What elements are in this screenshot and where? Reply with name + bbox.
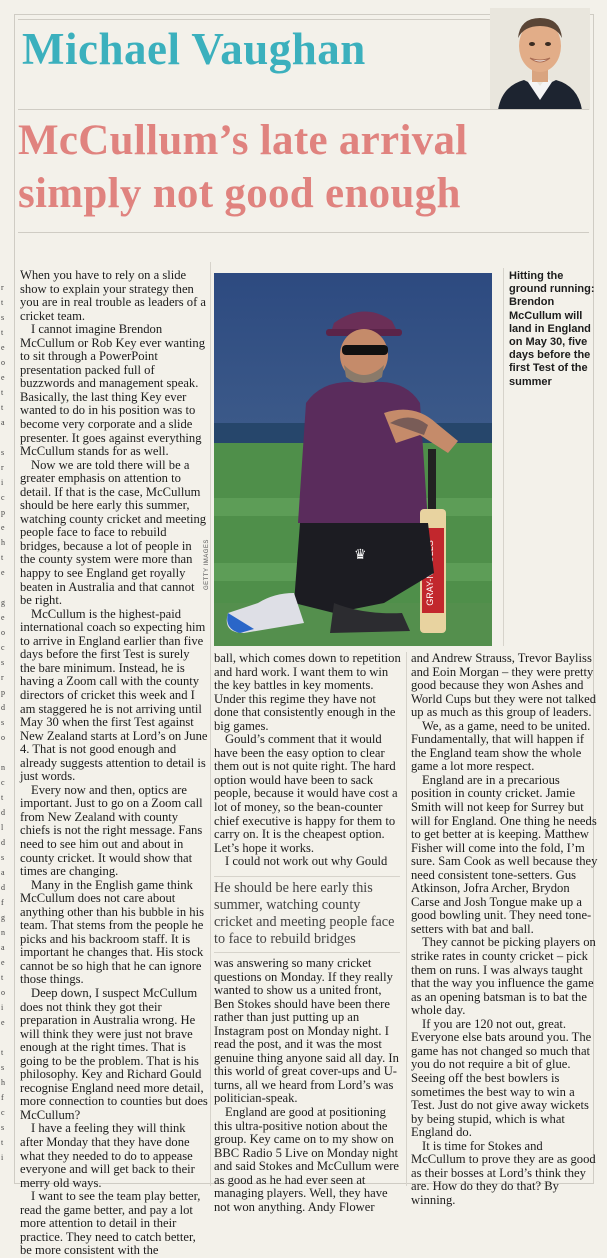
gutter-letter: e xyxy=(1,343,5,352)
top-rule xyxy=(18,19,490,20)
gutter-letter: s xyxy=(1,853,5,862)
article-column-2-continued xyxy=(214,957,402,1214)
paragraph: It is time for Stokes and McCullum to prove they are as good as their bosses at Lord’s think they are. How do they do that? By winning. xyxy=(411,1138,596,1207)
gutter-letter: t xyxy=(1,403,4,412)
gutter-letter: h xyxy=(1,538,5,547)
gutter-letters xyxy=(1,280,10,1165)
column-divider-2 xyxy=(406,652,407,1186)
gutter-letter: a xyxy=(1,943,5,952)
headline xyxy=(18,114,590,220)
author-portrait xyxy=(490,8,590,110)
paragraph: We, as a game, need to be united. Fundamentally, that will happen if the England team show the whole game a lot more respect. xyxy=(411,718,591,774)
article-column-1 xyxy=(20,269,208,1258)
gutter-letter: d xyxy=(1,838,5,847)
gutter-letter: p xyxy=(1,688,5,697)
column-divider-1 xyxy=(210,262,211,1186)
headline-rule-top xyxy=(18,109,589,110)
paragraph: They cannot be picking players on strike rates in county cricket – pick them on runs. I was always taught that the way you influence the game as an opening batsman is to bat the whole day. xyxy=(411,935,596,1018)
gutter-letter: n xyxy=(1,928,5,937)
paragraph: If you are 120 not out, great. Everyone else bats around you. The game has not changed so much that you do not require a bit of glue. Seeing off the best bowlers is sometimes the best way to win a Test. Just do not give away wickets by being stupid, which is what England do. xyxy=(411,1016,592,1140)
gutter-letter: t xyxy=(1,388,4,397)
svg-text:♛: ♛ xyxy=(354,546,367,562)
gutter-letter: a xyxy=(1,418,5,427)
gutter-letter: c xyxy=(1,1108,5,1117)
gutter-letter: l xyxy=(1,823,4,832)
gutter-letter: r xyxy=(1,283,4,292)
gutter-letter: c xyxy=(1,778,5,787)
gutter-letter xyxy=(1,1030,10,1045)
gutter-letter: i xyxy=(1,1153,4,1162)
gutter-letter: f xyxy=(1,1093,4,1102)
paragraph: I cannot imagine Brendon McCullum or Rob Key ever wanting to sit through a PowerPoint presentation packed full of buzzwords and management speak. Basically, the last thing Key ever wanted to do in his position was to become very corporate and a slide presenter. It goes against everything McCullum stands for as well. xyxy=(20,322,206,459)
paragraph: I want to see the team play better, read the game better, and pay a lot more attention to detail in their practice. They need to catch better, be more consistent with the xyxy=(20,1189,201,1258)
gutter-letter: o xyxy=(1,988,5,997)
gutter-letter: i xyxy=(1,1003,4,1012)
gutter-letter: n xyxy=(1,763,5,772)
gutter-letter: s xyxy=(1,1123,5,1132)
gutter-letter: i xyxy=(1,478,4,487)
gutter-letter xyxy=(1,745,10,760)
paragraph: ball, which comes down to repetition and hard work. I want them to win the key battles in key moments. Under this regime they have not done that consistently enough in the big games. xyxy=(214,651,401,733)
gutter-letter: e xyxy=(1,958,5,967)
gutter-letter: t xyxy=(1,1048,4,1057)
gutter-letter: c xyxy=(1,493,5,502)
gutter-letter: e xyxy=(1,373,5,382)
gutter-letter: e xyxy=(1,1018,5,1027)
headline-rule-bottom xyxy=(18,232,589,233)
mccullum-kneeling-photo-icon xyxy=(214,273,492,646)
article-column-3 xyxy=(411,652,599,1207)
photo-credit: GETTY IMAGES xyxy=(204,539,210,590)
cricket-photo xyxy=(214,273,492,646)
gutter-letter: r xyxy=(1,673,4,682)
paragraph: Gould’s comment that it would have been the easy option to clear them out is not quite right. The hard option would have been to sack people, because it would have cost a lot of money, so the bean-counter chief executive is happy for them to carry on. It is the cheapest option. Let’s hope it works. xyxy=(214,732,398,855)
gutter-letter: s xyxy=(1,658,5,667)
paragraph: I have a feeling they will think after Monday that they have done what they needed to do to appease everyone and will get back to their merry old ways. xyxy=(20,1121,195,1190)
gutter-letter: r xyxy=(1,463,4,472)
gutter-letter: o xyxy=(1,628,5,637)
gutter-letter: s xyxy=(1,1063,5,1072)
photo-caption: Hitting the ground running: Brendon McCullum will land in England on May 30, five days before the first Test of the summer xyxy=(509,270,595,388)
gutter-letter: d xyxy=(1,703,5,712)
gutter-letter: o xyxy=(1,358,5,367)
paragraph: was answering so many cricket questions on Monday. If they really wanted to show us a united front, Ben Stokes should have been there rather than just putting up an Instagram post on Monday night. I read the post, and it was the most genuine thing anyone said all day. In this world of great cover-ups and U-turns, all we heard from Lord’s was politician-speak. xyxy=(214,956,399,1106)
gutter-letter: t xyxy=(1,973,4,982)
paragraph: McCullum is the highest-paid international coach so expecting him to arrive in England earlier than five days before the first Test is surely the bare minimum. Instead, he is having a Zoom call with the county directors of cricket this week and I am staggered he is not arriving until May 30 when the first Test against New Zealand starts at Lord’s on June 4. That is not good enough and already suggests attention to detail is just words. xyxy=(20,606,208,784)
gutter-letter: a xyxy=(1,868,5,877)
paragraph: and Andrew Strauss, Trevor Bayliss and Eoin Morgan – they were pretty good because they won Ashes and World Cups but they were not talked up as much as this group of leaders. xyxy=(411,651,597,720)
gutter-letter: t xyxy=(1,1138,4,1147)
gutter-letter: f xyxy=(1,898,4,907)
gutter-letter: p xyxy=(1,508,5,517)
gutter-letter: o xyxy=(1,733,5,742)
gutter-letter: s xyxy=(1,313,5,322)
headline-line-1: McCullum’s late arrival xyxy=(18,117,468,164)
author-byline: Michael Vaughan xyxy=(22,24,366,74)
gutter-letter: s xyxy=(1,448,5,457)
gutter-letter: d xyxy=(1,883,5,892)
paragraph: Every now and then, optics are important. Just to go on a Zoom call from New Zealand with county chiefs is not the right message. Fans need to see him out and about in county cricket. It would show that times are changing. xyxy=(20,782,203,879)
gutter-letter: s xyxy=(1,718,5,727)
gutter-letter: e xyxy=(1,613,5,622)
gutter-letter: t xyxy=(1,328,4,337)
paragraph: I could not work out why Gould xyxy=(225,854,388,869)
gutter-letter: g xyxy=(1,598,5,607)
paragraph: England are in a precarious position in county cricket. Jamie Smith will not keep for Surrey but will for England. One thing he needs to get better at is keeping. Matthew Fisher will come into the fold, I’m sure. Sam Cook as well because they need consistent tone-setters. Gus Atkinson, Jofra Archer, Brydon Carse and Josh Tongue make up a good bowling unit. They need tone-setters with bat and ball. xyxy=(411,772,598,936)
paragraph: England are good at positioning this ultra-positive notion about the group. Key came on to my show on BBC Radio 5 Live on Monday night and said Stokes and McCullum were as good as he had ever seen at managing players. Well, they have not won anything. Andy Flower xyxy=(214,1105,400,1214)
paragraph: When you have to rely on a slide show to explain your strategy then you are in real trouble as leaders of a cricket team. xyxy=(20,268,207,323)
gutter-letter: h xyxy=(1,1078,5,1087)
paragraph: Many in the English game think McCullum does not care about anything other than his bubble in his team. That stems from the people he picks and his backroom staff. It is important he changes that. His stock cannot be so high that he can ignore those things. xyxy=(20,877,204,987)
paragraph: Deep down, I suspect McCullum does not think they got their preparation in Australia wrong. He will think they were just not brave enough at the right times. That is going to be the problem. That is his philosophy. Key and Richard Gould recognise England need more detail, more connection to counties but does McCullum? xyxy=(20,985,208,1122)
gutter-letter: t xyxy=(1,793,4,802)
gutter-letter: t xyxy=(1,553,4,562)
author-portrait-icon xyxy=(490,8,590,110)
article-column-2 xyxy=(214,652,402,869)
gutter-letter xyxy=(1,430,10,445)
gutter-letter: g xyxy=(1,913,5,922)
gutter-letter: d xyxy=(1,808,5,817)
paragraph: Now we are told there will be a greater emphasis on attention to detail. If that is the case, McCullum should be here early this summer, watching county cricket and meeting people face to face to rebuild bridges, because a lot of people in the county system were more than happy to see England get royally beaten in Australia and that cannot be right. xyxy=(20,457,207,608)
gutter-letter xyxy=(1,580,10,595)
pull-quote: He should be here early this summer, watching county cricket and meeting people face to face to rebuild bridges xyxy=(214,876,400,953)
gutter-letter: c xyxy=(1,643,5,652)
gutter-letter: e xyxy=(1,523,5,532)
headline-line-2: simply not good enough xyxy=(18,170,461,217)
left-gutter xyxy=(0,0,12,1199)
gutter-letter: t xyxy=(1,298,4,307)
gutter-letter: e xyxy=(1,568,5,577)
caption-rule xyxy=(503,268,504,646)
